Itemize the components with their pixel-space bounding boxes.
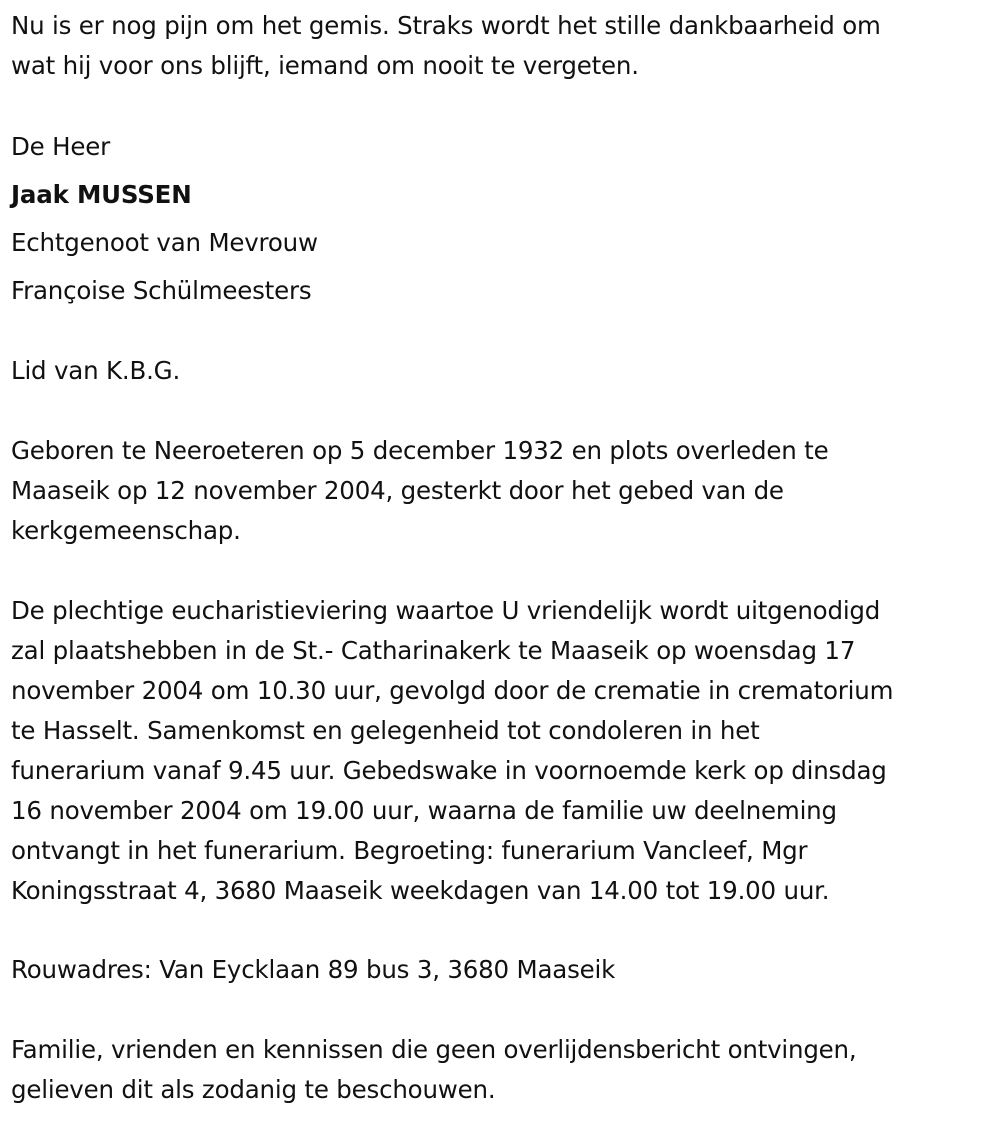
membership: Lid van K.B.G. [11, 356, 181, 385]
spouse-name: Françoise Schülmeesters [11, 276, 312, 305]
ceremony-line: funerarium vanaf 9.45 uur. Gebedswake in voornoemde kerk op dinsdag [11, 756, 887, 785]
mourning-address: Rouwadres: Van Eycklaan 89 bus 3, 3680 Maaseik [11, 955, 616, 984]
ceremony-line: november 2004 om 10.30 uur, gevolgd door de crematie in crematorium [11, 676, 894, 705]
closing-line: Familie, vrienden en kennissen die geen overlijdensbericht ontvingen, [11, 1035, 857, 1064]
deceased-name: Jaak MUSSEN [11, 180, 192, 209]
intro-line: Nu is er nog pijn om het gemis. Straks wordt het stille dankbaarheid om [11, 11, 881, 40]
ceremony-paragraph [11, 591, 994, 911]
intro-line: wat hij voor ons blijft, iemand om nooit te vergeten. [11, 51, 639, 80]
ceremony-line: ontvangt in het funerarium. Begroeting: funerarium Vancleef, Mgr [11, 836, 808, 865]
spouse-label: Echtgenoot van Mevrouw [11, 228, 318, 257]
ceremony-line: te Hasselt. Samenkomst en gelegenheid tot condoleren in het [11, 716, 760, 745]
intro-paragraph [11, 6, 994, 86]
ceremony-line: zal plaatshebben in de St.- Catharinakerk te Maaseik op woensdag 17 [11, 636, 856, 665]
birth-death-line: Geboren te Neeroeteren op 5 december 1932 en plots overleden te [11, 436, 829, 465]
birth-death-line: kerkgemeenschap. [11, 516, 241, 545]
birth-death-line: Maaseik op 12 november 2004, gesterkt door het gebed van de [11, 476, 784, 505]
closing-line: gelieven dit als zodanig te beschouwen. [11, 1075, 496, 1104]
ceremony-line: De plechtige eucharistieviering waartoe U vriendelijk wordt uitgenodigd [11, 596, 881, 625]
ceremony-line: Koningsstraat 4, 3680 Maaseik weekdagen van 14.00 tot 19.00 uur. [11, 876, 830, 905]
ceremony-line: 16 november 2004 om 19.00 uur, waarna de familie uw deelneming [11, 796, 837, 825]
birth-death-paragraph [11, 431, 994, 551]
closing-paragraph [11, 1030, 994, 1110]
salutation: De Heer [11, 132, 110, 161]
